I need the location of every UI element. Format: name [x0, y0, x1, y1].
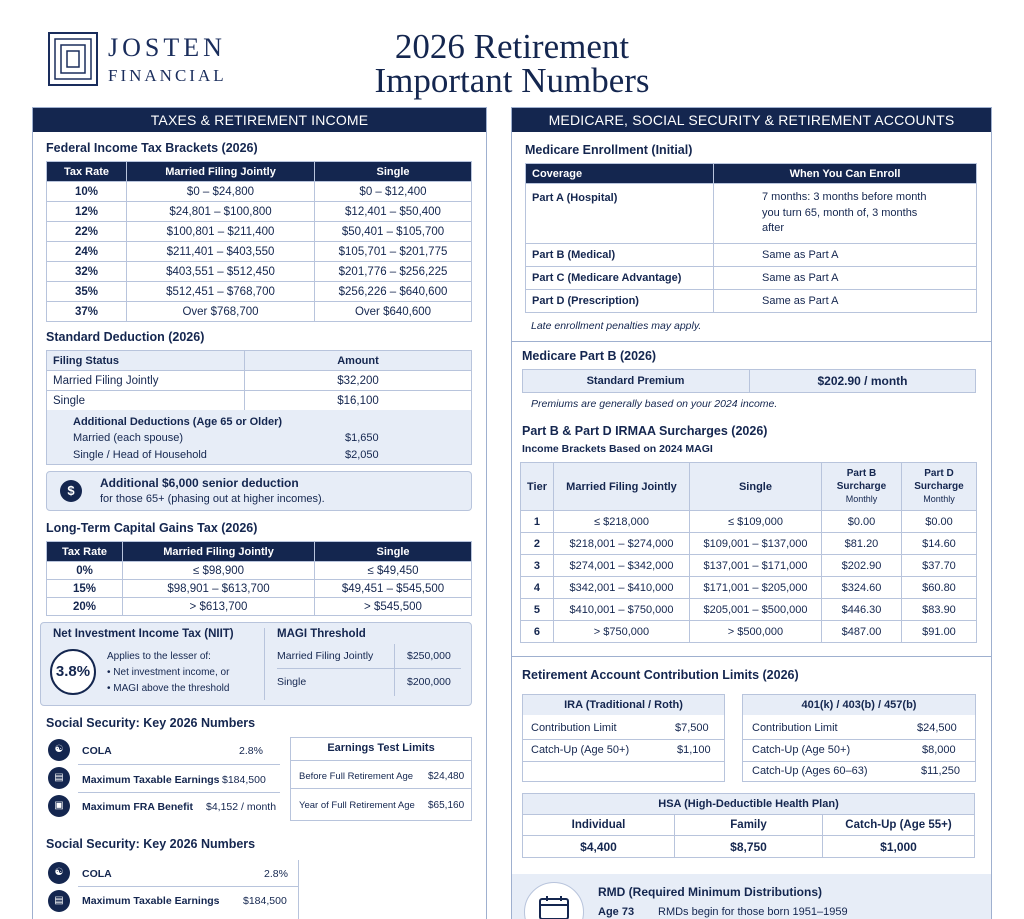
cell: 1	[521, 511, 554, 533]
magi-threshold-heading: MAGI Threshold	[277, 628, 366, 640]
cell: $274,001 – $342,000	[553, 555, 689, 577]
cell: 0%	[47, 562, 123, 580]
niit-bullet-text: MAGI above the threshold	[113, 683, 230, 694]
cell: Part B (Medical)	[526, 244, 714, 267]
rmd-heading: RMD (Required Minimum Distributions)	[598, 885, 822, 899]
col-tier: Tier	[521, 463, 554, 511]
dollar-icon: $	[60, 480, 82, 502]
page-title-line2: Important Numbers	[374, 61, 650, 100]
hsa-family-value: $8,750	[675, 836, 823, 858]
fed-tax-heading: Federal Income Tax Brackets (2026)	[46, 141, 258, 155]
ira-limit-value: $7,500	[675, 722, 709, 734]
col-partd	[901, 463, 976, 511]
cell: Part C (Medicare Advantage)	[526, 267, 714, 290]
cell: $16,100	[245, 391, 472, 411]
cell: ≤ $109,000	[689, 511, 821, 533]
cell: $342,001 – $410,000	[553, 577, 689, 599]
cell: $100,801 – $211,400	[127, 222, 315, 242]
niit-bullet-text: Net investment income, or	[113, 667, 230, 678]
niit-bullet-1: • Net investment income, or	[107, 667, 230, 678]
brand-name: JOSTEN	[108, 33, 226, 62]
id-card-icon: ▣	[48, 795, 70, 817]
col-enroll: When You Can Enroll	[714, 164, 977, 184]
divider	[78, 792, 280, 793]
table-row	[47, 222, 472, 242]
cell: $403,551 – $512,450	[127, 262, 315, 282]
col-single: Single	[315, 542, 472, 562]
ss2-max-taxable-value: $184,500	[243, 895, 287, 907]
cell: 4	[521, 577, 554, 599]
rmd-desc: RMDs begin for those born 1951–1959	[658, 906, 848, 918]
table-row	[521, 533, 977, 555]
cell: Same as Part A	[714, 290, 977, 313]
cell: $50,401 – $105,700	[315, 222, 472, 242]
k-catchup60-value: $11,250	[921, 765, 960, 777]
irmaa-subheading: Income Brackets Based on 2024 MAGI	[522, 443, 713, 455]
partb-label: Standard Premium	[586, 375, 685, 387]
cell: $105,701 – $201,775	[315, 242, 472, 262]
ss1-fra-label: Maximum FRA Benefit	[82, 801, 194, 813]
cell: $0 – $24,800	[127, 182, 315, 202]
table-row	[526, 267, 977, 290]
cell: Part A (Hospital)	[526, 184, 714, 244]
cell: ≤ $49,450	[315, 562, 472, 580]
table-row	[47, 262, 472, 282]
cell: 7 months: 3 months before month you turn 65, month of, 3 months after	[714, 184, 977, 244]
table-row	[47, 302, 472, 322]
cell: $32,200	[245, 371, 472, 391]
cell: 24%	[47, 242, 127, 262]
irmaa-table	[520, 462, 977, 643]
magi-value-mfj: $250,000	[407, 650, 451, 662]
hsa-table	[522, 793, 975, 858]
cell: $109,001 – $137,000	[689, 533, 821, 555]
k-catchup60-label: Catch-Up (Ages 60–63)	[752, 765, 868, 777]
partb-note: Premiums are generally based on your 2024 income.	[531, 398, 778, 410]
cell: $211,401 – $403,550	[127, 242, 315, 262]
cell: $0 – $12,400	[315, 182, 472, 202]
cell: 35%	[47, 282, 127, 302]
divider	[511, 341, 992, 342]
magi-label-mfj: Married Filing Jointly	[277, 650, 374, 662]
col-amount: Amount	[245, 351, 472, 371]
hsa-heading: HSA (High-Deductible Health Plan)	[523, 794, 975, 815]
cell: 32%	[47, 262, 127, 282]
col-partd-label: Part D Surcharge	[914, 468, 964, 492]
cell: $91.00	[901, 621, 976, 643]
cell: Same as Part A	[714, 244, 977, 267]
magi-label-single: Single	[277, 676, 307, 688]
brand-subname: FINANCIAL	[108, 66, 227, 85]
k-limit-label: Contribution Limit	[752, 722, 838, 734]
ss2-cola-value: 2.8%	[264, 868, 288, 880]
niit-heading: Net Investment Income Tax (NIIT)	[53, 628, 234, 640]
cell: Single	[47, 391, 245, 411]
cell: 20%	[47, 598, 123, 616]
cell: $0.00	[821, 511, 901, 533]
partb-heading: Medicare Part B (2026)	[522, 349, 657, 363]
table-row	[521, 599, 977, 621]
k-catchup50-label: Catch-Up (Age 50+)	[752, 744, 851, 756]
rmd-age: Age 73	[598, 906, 635, 918]
hsa-col-individual: Individual	[523, 815, 675, 836]
ss2-divider	[298, 860, 299, 919]
right-panel-header: MEDICARE, SOCIAL SECURITY & RETIREMENT ACCOUNTS	[512, 108, 991, 132]
cell: $201,776 – $256,225	[315, 262, 472, 282]
cell: 12%	[47, 202, 127, 222]
col-partb	[821, 463, 901, 511]
cell: $410,001 – $750,000	[553, 599, 689, 621]
std-ded-table	[46, 350, 472, 411]
table-row	[47, 598, 472, 616]
cell: 5	[521, 599, 554, 621]
hsa-col-catchup: Catch-Up (Age 55+)	[823, 815, 975, 836]
cell: > $613,700	[123, 598, 315, 616]
hsa-individual-value: $4,400	[523, 836, 675, 858]
cell: $49,451 – $545,500	[315, 580, 472, 598]
col-single: Single	[315, 162, 472, 182]
senior-line1: Additional $6,000 senior deduction	[100, 476, 299, 490]
divider	[290, 788, 472, 789]
divider	[78, 886, 298, 887]
cell: > $750,000	[553, 621, 689, 643]
earnings-fra-value: $65,160	[428, 800, 465, 811]
cell: 6	[521, 621, 554, 643]
table-row	[47, 391, 472, 411]
niit-rate-badge: 3.8%	[50, 649, 96, 695]
divider	[522, 739, 725, 740]
cell: $512,451 – $768,700	[127, 282, 315, 302]
earnings-before-value: $24,480	[428, 771, 465, 782]
table-row	[47, 242, 472, 262]
cell: $137,001 – $171,000	[689, 555, 821, 577]
earnings-fra-label: Year of Full Retirement Age	[299, 800, 415, 811]
ss1-cola-value: 2.8%	[239, 745, 263, 757]
cell: > $500,000	[689, 621, 821, 643]
table-row	[521, 511, 977, 533]
ss1-max-taxable-label: Maximum Taxable Earnings	[82, 774, 220, 786]
ss1-heading: Social Security: Key 2026 Numbers	[46, 716, 256, 730]
cell: > $545,500	[315, 598, 472, 616]
std-ded-heading: Standard Deduction (2026)	[46, 330, 205, 344]
divider	[742, 739, 976, 740]
cell: $12,401 – $50,400	[315, 202, 472, 222]
col-partb-label: Part B Surcharge	[836, 468, 887, 492]
table-row	[47, 182, 472, 202]
ss1-cola-label: COLA	[82, 745, 112, 757]
cell: $324.60	[821, 577, 901, 599]
divider	[742, 761, 976, 762]
col-filing-status: Filing Status	[47, 351, 245, 371]
additional-value-married: $1,650	[345, 432, 379, 444]
partb-value: $202.90 / month	[817, 374, 908, 388]
ss2-heading: Social Security: Key 2026 Numbers	[46, 837, 256, 851]
contrib-heading: Retirement Account Contribution Limits (2026)	[522, 668, 799, 682]
additional-label-single: Single / Head of Household	[73, 449, 207, 461]
cell: $24,801 – $100,800	[127, 202, 315, 222]
cell: Over $768,700	[127, 302, 315, 322]
cell: $37.70	[901, 555, 976, 577]
cell: 15%	[47, 580, 123, 598]
table-row	[526, 290, 977, 313]
col-partd-monthly: Monthly	[923, 494, 955, 504]
bank-icon: ☯	[48, 862, 70, 884]
ira-limit-label: Contribution Limit	[531, 722, 617, 734]
k-heading: 401(k) / 403(b) / 457(b)	[743, 695, 975, 715]
cell: Married Filing Jointly	[47, 371, 245, 391]
col-partb-monthly: Monthly	[845, 494, 878, 504]
cell: $218,001 – $274,000	[553, 533, 689, 555]
cell: ≤ $218,000	[553, 511, 689, 533]
divider	[290, 760, 472, 761]
left-panel-header: TAXES & RETIREMENT INCOME	[33, 108, 486, 132]
niit-desc: Applies to the lesser of:	[107, 651, 211, 662]
magi-divider	[394, 644, 395, 696]
table-row	[47, 282, 472, 302]
ss1-fra-value: $4,152 / month	[206, 801, 277, 813]
senior-line2: for those 65+ (phasing out at higher incomes).	[100, 493, 325, 505]
cell: Over $640,600	[315, 302, 472, 322]
cell: $446.30	[821, 599, 901, 621]
ss2-cola-label: COLA	[82, 868, 112, 880]
divider	[522, 761, 725, 762]
earnings-test-heading: Earnings Test Limits	[327, 742, 435, 754]
cell: $202.90	[821, 555, 901, 577]
col-coverage: Coverage	[526, 164, 714, 184]
cell: Same as Part A	[714, 267, 977, 290]
niit-divider	[264, 628, 265, 700]
enroll-heading: Medicare Enrollment (Initial)	[525, 143, 693, 157]
document-icon: ▤	[48, 890, 70, 912]
cell: $0.00	[901, 511, 976, 533]
col-mfj: Married Filing Jointly	[123, 542, 315, 562]
additional-value-single: $2,050	[345, 449, 379, 461]
k-catchup50-value: $8,000	[922, 744, 956, 756]
col-single: Single	[689, 463, 821, 511]
cell: $487.00	[821, 621, 901, 643]
enroll-table	[525, 163, 977, 313]
cell: ≤ $98,900	[123, 562, 315, 580]
fed-tax-table	[46, 161, 472, 322]
divider	[277, 668, 461, 669]
irmaa-heading: Part B & Part D IRMAA Surcharges (2026)	[522, 424, 768, 438]
logo-mark-icon	[48, 32, 98, 86]
cell: 37%	[47, 302, 127, 322]
cell: $83.90	[901, 599, 976, 621]
cell: 22%	[47, 222, 127, 242]
ltcg-table	[46, 541, 472, 616]
k-limit-value: $24,500	[917, 722, 957, 734]
table-row	[47, 562, 472, 580]
additional-deductions-heading: Additional Deductions (Age 65 or Older)	[73, 416, 283, 428]
table-row	[47, 202, 472, 222]
ira-heading: IRA (Traditional / Roth)	[523, 695, 724, 715]
ira-catchup-value: $1,100	[677, 744, 711, 756]
cell: $171,001 – $205,000	[689, 577, 821, 599]
cell: $14.60	[901, 533, 976, 555]
divider	[511, 656, 992, 657]
table-row	[47, 371, 472, 391]
table-row	[526, 184, 977, 244]
cell: $256,226 – $640,600	[315, 282, 472, 302]
cell: 10%	[47, 182, 127, 202]
earnings-before-label: Before Full Retirement Age	[299, 771, 414, 782]
additional-label-married: Married (each spouse)	[73, 432, 184, 444]
col-mfj: Married Filing Jointly	[553, 463, 689, 511]
col-mfj: Married Filing Jointly	[127, 162, 315, 182]
page-title-line1: 2026 Retirement	[394, 27, 630, 66]
cell: 2	[521, 533, 554, 555]
enroll-note: Late enrollment penalties may apply.	[531, 320, 702, 332]
document-icon: ▤	[48, 767, 70, 789]
niit-bullet-2: • MAGI above the threshold	[107, 683, 230, 694]
col-tax-rate: Tax Rate	[47, 542, 123, 562]
ss2-max-taxable-label: Maximum Taxable Earnings	[82, 895, 220, 907]
divider	[78, 764, 280, 765]
hsa-col-family: Family	[675, 815, 823, 836]
table-row	[47, 580, 472, 598]
calendar-icon	[538, 895, 570, 919]
ss1-max-taxable-value: $184,500	[222, 774, 266, 786]
bank-icon: ☯	[48, 739, 70, 761]
cell: $60.80	[901, 577, 976, 599]
table-row	[521, 577, 977, 599]
cell: Part D (Prescription)	[526, 290, 714, 313]
cell: $98,901 – $613,700	[123, 580, 315, 598]
cell: $205,001 – $500,000	[689, 599, 821, 621]
ltcg-heading: Long-Term Capital Gains Tax (2026)	[46, 521, 258, 535]
table-row	[521, 555, 977, 577]
hsa-catchup-value: $1,000	[823, 836, 975, 858]
ira-catchup-label: Catch-Up (Age 50+)	[531, 744, 630, 756]
table-row	[521, 621, 977, 643]
cell: $81.20	[821, 533, 901, 555]
cell: 3	[521, 555, 554, 577]
col-tax-rate: Tax Rate	[47, 162, 127, 182]
table-row	[526, 244, 977, 267]
magi-value-single: $200,000	[407, 676, 451, 688]
